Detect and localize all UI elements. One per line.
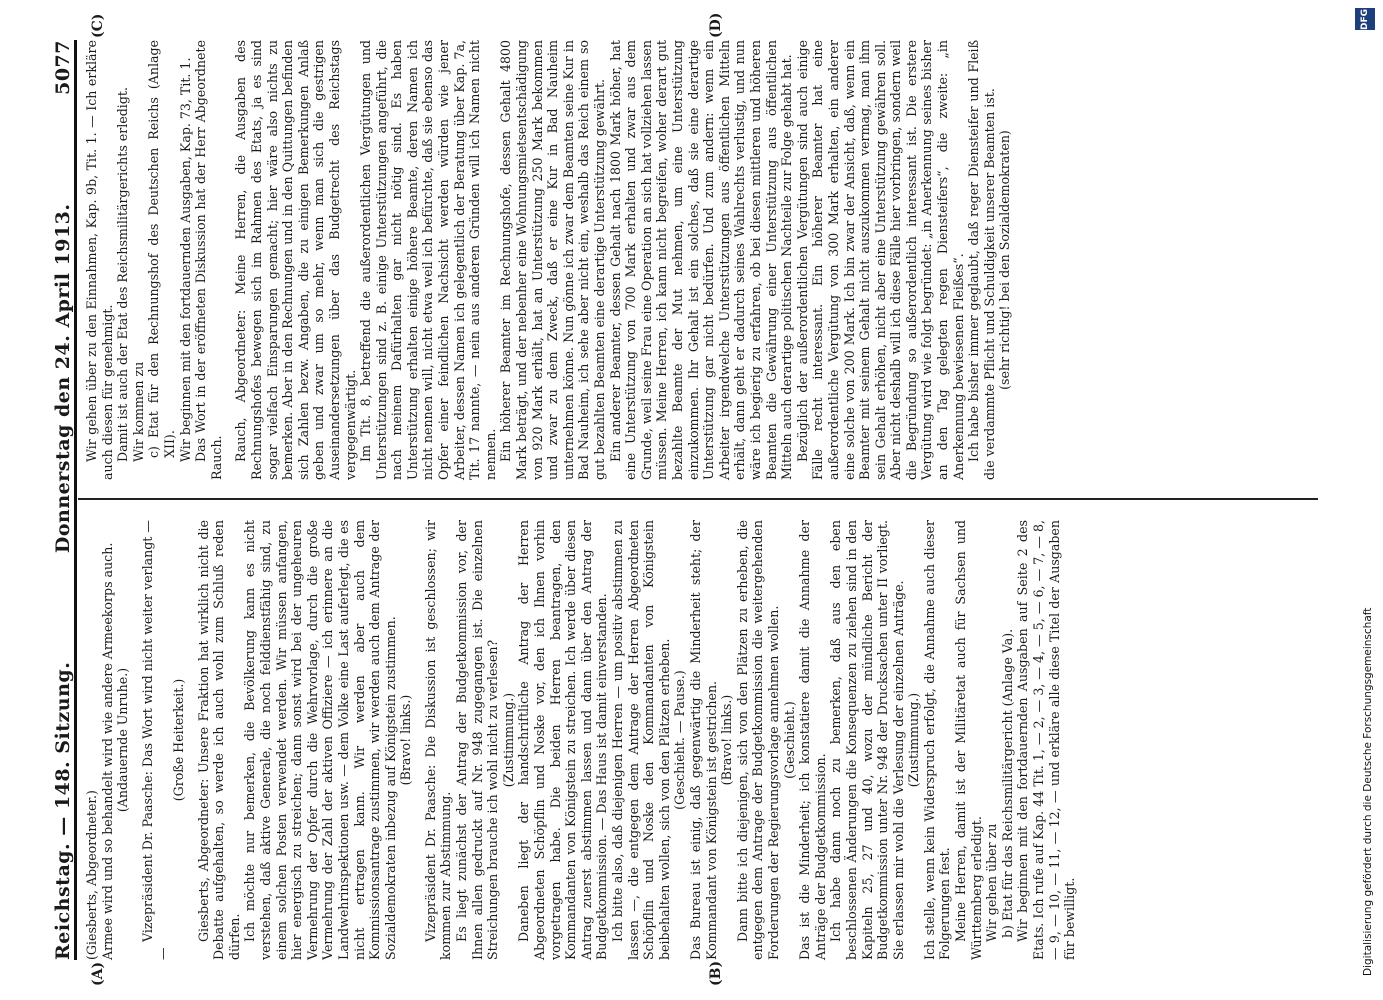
paragraph: Armee wird und so behandelt wird wie andere Armeekorps auch. — [99, 542, 115, 960]
paragraph: Meine Herren, damit ist der Militäretat auch für Sachsen und Württemberg erledigt. — [953, 520, 984, 960]
interjection: (Geschieht.) — [781, 701, 797, 779]
interjection: (Geschieht. — Pause.) — [672, 670, 688, 810]
dfg-logo: DFG — [1355, 8, 1375, 30]
paragraph: Wir beginnen mit den fortdauernden Ausgaben, Kap. 73, Tit. 1. — [177, 57, 193, 462]
paragraph: Vizepräsident Dr. Paasche: Die Diskussion ist geschlossen; wir kommen zur Abstimmung. — [422, 520, 454, 960]
agenda-item: b) Etat für das Reichsmilitärgericht (Anlage Va). — [999, 628, 1015, 938]
paragraph: Wir gehen über zu — [984, 823, 1000, 942]
paragraph: Ich bitte also, daß diejenigen Herren — um positiv abstimmen zu lassen —, die entgegen dem Antrage der Herren Abgeordneten Schöpflin und Noske den Kommandanten von Königstein beibehalten wollen, sich von den Plätzen erheben. — [610, 520, 672, 960]
interjection: (Andauernde Unruhe.) — [115, 667, 131, 813]
column-divider — [78, 498, 1318, 500]
document-page — [28, 0, 1328, 1000]
paragraph: Bezüglich der außerordentlichen Vergütungen sind auch einige Fälle recht interessant. Ein höherer Beamter hat eine außerordentliche Vergütung von 300 Mark erhalten, ein anderer eine solche von 200 Mark. Ich bin zwar der Ansicht, daß, wenn ein Beamter mit seinem Gehalt nicht auszukommen vermag, man ihm sein Gehalt erhöhen, nicht aber eine Unterstützung gewähren soll. Aber nicht deshalb will ich diese Fälle hier vorbringen, sondern weil die Begründung so außerordentlich interessant ist. Die erstere Vergütung wird wie folgt begründet: „in Anerkennung seines bisher an den Tag gelegten regen Diensteifers“, die zweite: „in Anerkennung bewiesenen Fleißes“. — [794, 40, 966, 480]
agenda-item: c) Etat für den Rechnungshof des Deutschen Reichs (Anlage XII). — [146, 40, 177, 458]
paragraph: Wir beginnen mit den fortdauernden Ausgaben auf Seite 2 des Etats. Ich rufe auf Kap. 44 Tit. 1, — 2, — 3, — 4, — 5, — 6, — 7, — 8, — 9, — 10, — 11, — 12, — und erkläre alle diese Titel der Ausgaben für bewilligt. — [1015, 520, 1078, 960]
paragraph: Im Tit. 8, betreffend die außerordentlichen Vergütungen und Unterstützungen sind z. B. einige Unterstützungen angeführt, die nach meinem Dafürhalten gar nicht nötig sind. Es haben Unterstützung erhalten einige höhere Beamte, deren Namen ich nicht nennen will, nicht etwa weil ich befürchte, daß sie ebenso das Opfer einer feindlichen Nachsicht werden würden wie jener Arbeiter, dessen Namen ich gelegentlich der Beratung über Kap. 7a, Tit. 17 nannte, — nein aus anderen Gründen will ich Namen nicht nennen. — [358, 40, 498, 480]
page-header — [28, 40, 77, 960]
paragraph: Wir kommen zu — [130, 361, 146, 462]
margin-marker-b: (B) — [708, 960, 724, 986]
speaker-continuation: (Giesberts, Abgeordneter.) — [84, 790, 99, 960]
paragraph: Dann bitte ich diejenigen, sich von den Plätzen zu erheben, die entgegen dem Antrage der Budgetkommission die weitergehenden Forderungen der Regierungsvorlage annehmen wollen. — [734, 520, 781, 960]
page-number: 5077 — [52, 40, 74, 95]
header-date: Donnerstag den 24. April 1913. — [52, 203, 74, 554]
paragraph: Ein anderer Beamter, dessen Gehalt nach 1800 Mark höher, hat eine Unterstützung von 700 Mark erhalten und zwar aus dem Grunde, weil seine Frau eine Operation an sich hat vollziehen lassen müssen. Meine Herren, ich kann nicht begreifen, woher derart gut bezahlte Beamte der Mut nehmen, um eine Unterstützung einzukommen. Ihr Gehalt ist ein solches, daß sie eine derartige Unterstützung gar nicht bedürfen. Und zum andern: wenn ein Arbeiter irgendwelche Unterstützungen aus öffentlichen Mitteln erhält, dann geht er dadurch seines Wahlrechts verlustig, und nun wäre ich begierig zu erfahren, ob bei diesen mittleren und höheren Beamten die Gewährung einer Unterstützung aus öffentlichen Mitteln auch derartige politischen Nachteile zur Folge gehabt hat. — [607, 40, 795, 480]
paragraph: Giesberts, Abgeordneter: Unsere Fraktion hat wirklich nicht die Debatte aufgehalten, so werde ich auch wohl zum Schluß reden dürfen. — [195, 520, 242, 960]
interjection: (Zustimmung.) — [906, 692, 922, 788]
left-column — [84, 520, 1078, 960]
margin-marker-d: (D) — [708, 12, 724, 38]
paragraph: Ich habe bisher immer geglaubt, daß reger Diensteifer und Fleiß die verdammte Pflicht und Schuldigkeit unserer Beamten ist. — [966, 40, 997, 480]
interjection: (Zustimmung.) — [500, 692, 516, 788]
paragraph: Vizepräsident Dr. Paasche: Das Wort wird nicht weiter verlangt — — — [139, 520, 171, 960]
right-column — [84, 40, 1013, 480]
paragraph: Ich möchte nur bemerken, die Bevölkerung kann es nicht verstehen, daß aktive Generale, die noch felddienstfähig sind, zu einem solchen Posten verwendet werden. Wir müssen anfangen, hier energisch zu streichen; dann sonst wird bei der ungeheuren Vermehrung der Opfer durch die Wehrvorlage, durch die große Vermehrung der Zahl der aktiven Offiziere — ich erinnere an die Landwehrinspektionen usw. — dem Volke eine Last auferlegt, die es nicht ertragen kann. Wir werden aber auch dem Kommissionsantrage zustimmen, wir werden auch dem Antrage der Sozialdemokraten inbezug auf Königstein zustimmen. — [242, 520, 398, 960]
interjection: (sehr richtig! bei den Sozialdemokraten) — [997, 130, 1013, 390]
paragraph: Wir gehen über zu den Einnahmen, Kap. 9b, Tit. 1. — Ich erkläre auch diesen für genehmigt. — [84, 40, 115, 480]
margin-marker-a: (A) — [90, 961, 106, 986]
interjection: (Bravo! links.) — [398, 694, 414, 786]
paragraph: Das Bureau ist einig, daß gegenwärtig die Minderheit steht; der Kommandant von Königstein ist gestrichen. — [687, 520, 719, 960]
header-left: Reichstag. — 148. Sitzung. — [52, 661, 74, 960]
interjection: (Große Heiterkeit.) — [170, 678, 186, 802]
paragraph: Das ist die Minderheit; ich konstatiere damit die Annahme der Anträge der Budgetkommission. — [797, 520, 828, 960]
paragraph: Es liegt zunächst der Antrag der Budgetkommission vor, der Ihnen allen gedruckt auf Nr. 948 zugegangen ist. Die einzelnen Streichungen brauche ich wohl nicht zu verlesen? — [454, 520, 501, 960]
paragraph: Damit ist auch der Etat des Reichsmilitärgerichts erledigt. — [115, 87, 131, 462]
interjection: (Bravo! links.) — [719, 694, 735, 786]
paragraph: Daneben liegt der handschriftliche Antrag der Herren Abgeordneten Schöpflin und Noske vor, den ich Ihnen vorhin vorgetragen habe. Die beiden Herren beantragen, den Kommandanten von Königstein zu streichen. Ich werde über diesen Antrag zuerst abstimmen lassen und dann über den Antrag der Budgetkommission. — Das Haus ist damit einverstanden. — [516, 520, 610, 960]
paragraph: Ich stelle, wenn kein Widerspruch erfolgt, die Annahme auch dieser Folgerungen fest. — [921, 520, 953, 960]
digitization-credit: Digitalisierung gefördert durch die Deutsche Forschungsgemeinschaft — [1362, 607, 1374, 976]
paragraph: Ein höherer Beamter im Rechnungshofe, dessen Gehalt 4800 Mark beträgt, und der nebenher eine Wohnungsmietsentschädigung von 920 Mark erhält, hat an Unterstützung 250 Mark bekommen und zwar zu dem Zweck, daß er eine Kur in Bad Nauheim unternehmen könne. Nun gönne ich zwar dem Beamten seine Kur in Bad Nauheim, ich sehe aber nicht ein, weshalb das Reich einem so gut bezahlten Beamten eine derartige Unterstützung gewährt. — [498, 40, 607, 480]
margin-marker-c: (C) — [90, 13, 106, 38]
paragraph: Rauch, Abgeordneter: Meine Herren, die Ausgaben des Rechnungshofes bewegen sich im Rahmen des Etats, ja es sind sogar vielfach Einsparungen gemacht; hier wäre also nichts zu bemerken. Aber in den Rechnungen und in den Quittungen befinden sich Zahlen bezw. Angaben, die zu einigen Bemerkungen Anlaß geben und zwar um so mehr, wenn man sich die gestrigen Auseinandersetzungen über das Budgetrecht des Reichstags vergegenwärtigt. — [233, 40, 358, 480]
paragraph: Das Wort in der eröffneten Diskussion hat der Herr Abgeordnete Rauch. — [193, 40, 224, 480]
paragraph: Ich habe dann noch zu bemerken, daß aus den eben beschlossenen Änderungen die Konsequenzen zu ziehen sind in den Kapiteln 25, 27 und 40, wozu der mündliche Bericht der Budgetkommission unter Nr. 948 der Drucksachen unter II vorliegt. Sie erlassen mir wohl die Verlesung der einzelnen Anträge. — [828, 520, 906, 960]
